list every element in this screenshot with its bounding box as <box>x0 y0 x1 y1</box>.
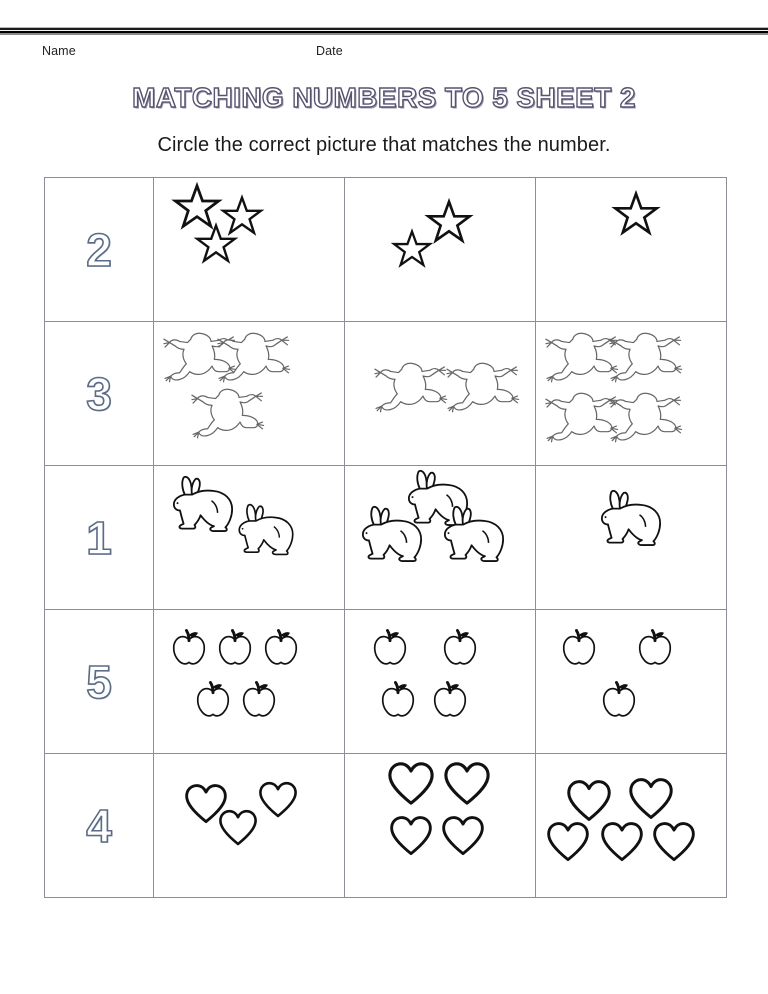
option-cell[interactable] <box>536 466 727 610</box>
rabbit-icon <box>437 504 511 565</box>
star-icon <box>393 230 431 268</box>
apple-icon <box>377 680 419 722</box>
heart-icon <box>389 814 433 858</box>
rabbit-icon <box>594 488 668 549</box>
frog-icon <box>608 328 688 384</box>
frog-icon <box>445 358 525 414</box>
option-group-star-3[interactable] <box>154 178 344 321</box>
option-group-star-1[interactable] <box>536 178 726 321</box>
number-cell <box>45 754 154 898</box>
apple-icon <box>558 628 600 670</box>
number-value: 4 <box>86 799 112 852</box>
option-group-heart-5[interactable] <box>536 754 726 897</box>
option-group-heart-4[interactable] <box>345 754 535 897</box>
heart-icon <box>628 776 674 822</box>
option-group-star-2[interactable] <box>345 178 535 321</box>
apple-icon <box>429 680 471 722</box>
heart-icon <box>600 820 644 864</box>
page-title: MATCHING NUMBERS TO 5 SHEET 2 <box>132 82 636 113</box>
apple-icon <box>369 628 411 670</box>
heart-icon <box>387 760 435 808</box>
apple-icon <box>439 628 481 670</box>
option-cell[interactable] <box>154 754 345 898</box>
number-value: 5 <box>86 655 112 708</box>
number-cell <box>45 466 154 610</box>
option-cell[interactable] <box>345 466 536 610</box>
option-cell[interactable] <box>536 322 727 466</box>
option-cell[interactable] <box>345 178 536 322</box>
heart-icon <box>218 808 258 848</box>
number-value: 3 <box>86 367 112 420</box>
apple-icon <box>634 628 676 670</box>
number-cell <box>45 322 154 466</box>
meta-row <box>0 44 768 62</box>
option-group-apple-4[interactable] <box>345 610 535 753</box>
rabbit-icon <box>355 504 429 565</box>
option-cell[interactable] <box>536 754 727 898</box>
worksheet-row <box>45 754 727 898</box>
apple-icon <box>598 680 640 722</box>
frog-icon <box>190 384 270 440</box>
date-label: Date <box>316 44 343 58</box>
option-group-rabbit-3[interactable] <box>345 466 535 609</box>
frog-icon <box>608 388 688 444</box>
heart-icon <box>258 780 298 820</box>
header-rule <box>0 27 768 35</box>
worksheet-row <box>45 178 727 322</box>
option-cell[interactable] <box>154 178 345 322</box>
rabbit-icon <box>166 474 240 535</box>
heart-icon <box>443 760 491 808</box>
option-group-rabbit-1[interactable] <box>536 466 726 609</box>
frog-icon <box>373 358 453 414</box>
option-group-frog-2[interactable] <box>345 322 535 465</box>
worksheet-row <box>45 610 727 754</box>
frog-icon <box>216 328 296 384</box>
heart-icon <box>546 820 590 864</box>
option-group-rabbit-2[interactable] <box>154 466 344 609</box>
option-group-frog-3[interactable] <box>154 322 344 465</box>
worksheet-grid <box>44 177 727 898</box>
apple-icon <box>238 680 280 722</box>
option-cell[interactable] <box>345 322 536 466</box>
option-group-frog-4[interactable] <box>536 322 726 465</box>
apple-icon <box>214 628 256 670</box>
option-cell[interactable] <box>345 754 536 898</box>
option-group-heart-3[interactable] <box>154 754 344 897</box>
instruction-text: Circle the correct picture that matches the number. <box>157 134 611 156</box>
option-cell[interactable] <box>154 466 345 610</box>
option-cell[interactable] <box>536 178 727 322</box>
option-cell[interactable] <box>536 610 727 754</box>
option-group-apple-5[interactable] <box>154 610 344 753</box>
number-cell <box>45 610 154 754</box>
rabbit-icon <box>232 502 300 558</box>
star-icon <box>427 200 471 244</box>
number-value: 1 <box>86 511 112 564</box>
option-group-apple-3[interactable] <box>536 610 726 753</box>
worksheet-row <box>45 466 727 610</box>
number-cell <box>45 178 154 322</box>
apple-icon <box>192 680 234 722</box>
star-icon <box>196 224 236 264</box>
apple-icon <box>260 628 302 670</box>
star-icon <box>614 192 658 236</box>
option-cell[interactable] <box>154 610 345 754</box>
name-label: Name <box>42 44 76 58</box>
worksheet-row <box>45 322 727 466</box>
heart-icon <box>566 778 612 824</box>
option-cell[interactable] <box>154 322 345 466</box>
heart-icon <box>652 820 696 864</box>
apple-icon <box>168 628 210 670</box>
option-cell[interactable] <box>345 610 536 754</box>
heart-icon <box>441 814 485 858</box>
number-value: 2 <box>86 223 112 276</box>
